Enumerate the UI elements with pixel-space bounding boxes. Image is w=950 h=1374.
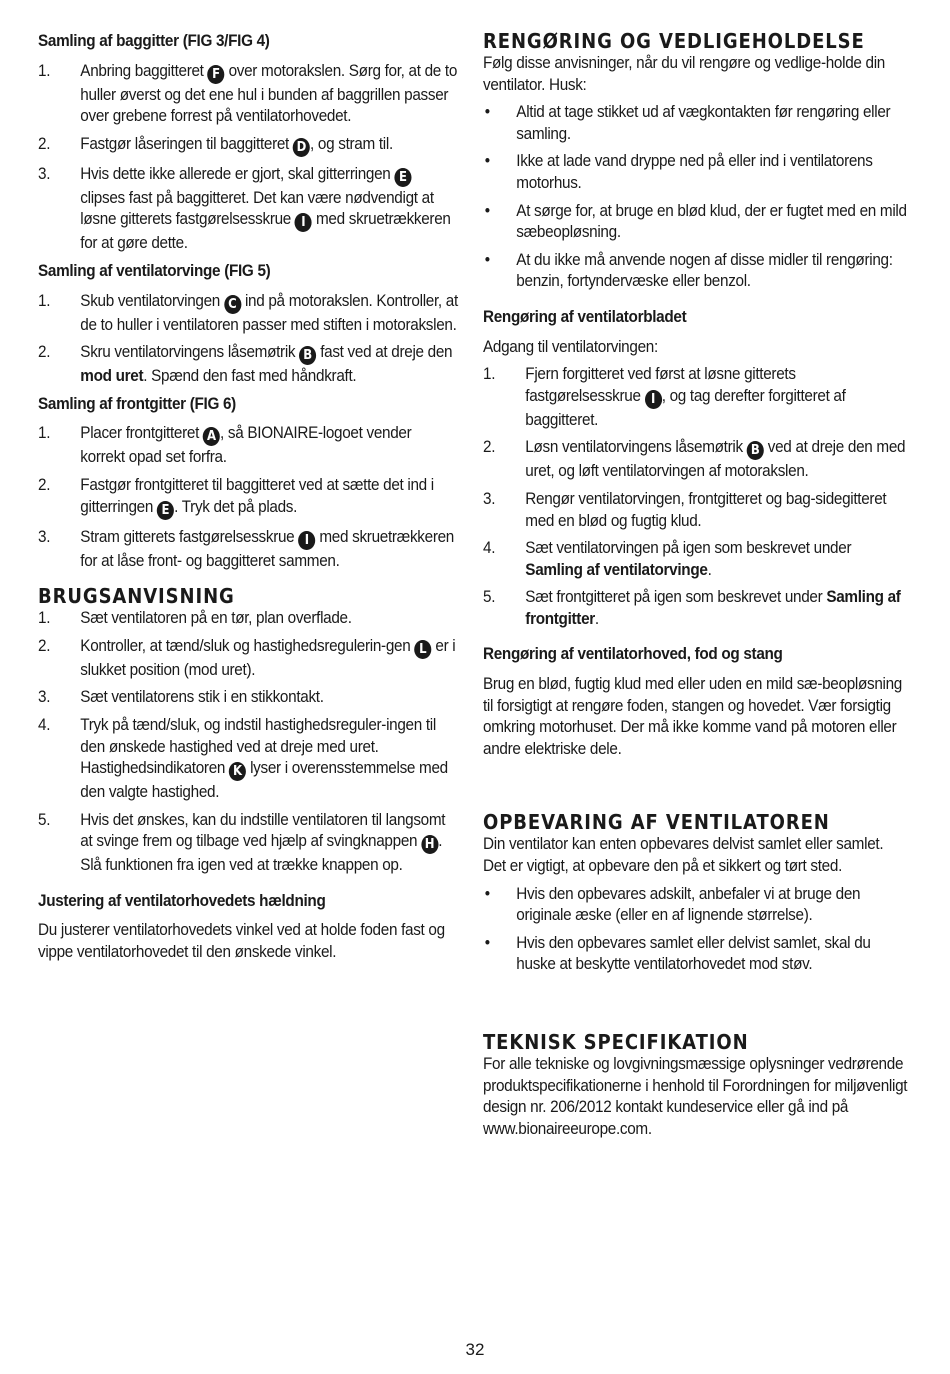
item-number: 3.: [38, 163, 51, 183]
item-text: At du ikke må anvende nogen af disse midler til rengøring: benzin, fortyndervæske eller benzol.: [516, 249, 893, 291]
item-text: Placer frontgitteret A , så BIONAIRE-logoet vender korrekt opad set forfra.: [80, 423, 412, 467]
list-item: [483, 488, 908, 531]
part-badge-icon: B: [747, 441, 764, 460]
section-tilt-adjustment: [38, 890, 458, 963]
bullet-marker: •: [484, 200, 490, 220]
item-number: 1.: [38, 60, 51, 80]
section-technical-specification: [483, 1031, 908, 1139]
item-number: 2.: [483, 437, 496, 457]
item-text: Ikke at lade vand dryppe ned på eller ind i ventilatorens motorhus.: [516, 151, 873, 192]
item-text: Fjern forgitteret ved først at løsne gitterets fastgørelsesskrue I , og tag derefter forgitteret af baggitteret.: [525, 364, 846, 429]
section-paragraph: For alle tekniske og lovgivningsmæssige oplysninger vedrørende produktspecifikationerne i henhold til Forordningen for miljøvenligt design nr. 206/2012 kontakt kundeservice eller gå ind på www.bionaireeurope.com.: [483, 1054, 908, 1138]
list-item: [38, 163, 458, 254]
section-blade-cleaning: [483, 306, 908, 630]
list-item: [38, 809, 458, 876]
section-intro: Følg disse anvisninger, når du vil rengøre og vedlige-holde din ventilator. Husk:: [483, 53, 885, 94]
bullet-item: [483, 932, 908, 975]
section-heading: RENGØRING OG VEDLIGEHOLDELSE: [483, 29, 865, 53]
item-number: 3.: [483, 488, 496, 508]
item-text: Sæt ventilatorvingen på igen som beskrevet under Samling af ventilatorvinge.: [525, 538, 852, 579]
item-number: 2.: [38, 133, 51, 153]
list-item: [38, 60, 458, 127]
bullet-marker: •: [484, 249, 490, 269]
item-text: Sæt frontgitteret på igen som beskrevet under Samling af frontgitter.: [525, 587, 901, 628]
bullet-item: [483, 883, 908, 926]
bullet-item: [483, 249, 908, 292]
item-text: Sæt ventilatoren på en tør, plan overflade.: [80, 608, 352, 628]
page-number: 32: [465, 1340, 485, 1359]
item-number: 1.: [38, 290, 51, 310]
list-item: [38, 686, 458, 708]
part-badge-icon: A: [203, 427, 220, 446]
left-column: [38, 30, 458, 963]
item-text: Hvis dette ikke allerede er gjort, skal gitterringen E clipses fast på baggitteret. Det kan være nødvendigt at løsne gitterets fastgørelsesskrue I med skruetrækkeren for at gøre dette.: [80, 163, 451, 253]
list-item: [483, 363, 908, 430]
part-badge-icon: F: [208, 65, 225, 84]
item-text: Hvis det ønskes, kan du indstille ventilatoren til langsomt at svinge frem og tilbage ved hjælp af svingknappen H . Slå funktionen fra igen ved at trække knappen op.: [80, 809, 446, 875]
section-paragraph: Du justerer ventilatorhovedets vinkel ved at holde foden fast og vippe ventilatorhovedet til den ønskede vinkel.: [38, 920, 445, 962]
item-number: 5.: [38, 809, 51, 829]
item-text: Anbring baggitteret F over motorakslen. Sørg for, at de to huller øverst og det ene hul i bunden af baggrillen passer over grebene forrest på ventilatorhovedet.: [80, 60, 458, 126]
item-number: 3.: [38, 687, 51, 707]
bullet-marker: •: [484, 883, 490, 903]
section-heading: TEKNISK SPECIFIKATION: [483, 1030, 749, 1054]
item-text: Hvis den opbevares samlet eller delvist samlet, skal du huske at beskytte ventilatorhovedet mod støv.: [516, 932, 871, 974]
item-text: Rengør ventilatorvingen, frontgitteret og bag-sidegitteret med en blød og fugtig klud.: [525, 488, 887, 530]
section-rear-grille-assembly: [38, 30, 458, 254]
section-heading: OPBEVARING AF VENTILATOREN: [483, 810, 830, 835]
bullet-item: [483, 150, 908, 193]
item-text: Løsn ventilatorvingens låsemøtrik B ved at dreje den med uret, og løft ventilatorvingen af motorakslen.: [525, 437, 906, 481]
item-number: 5.: [483, 587, 496, 607]
section-storage: [483, 811, 908, 975]
list-item: [38, 635, 458, 681]
section-head-base-cleaning: [483, 643, 908, 759]
part-badge-icon: L: [414, 640, 431, 659]
list-item: [483, 586, 908, 629]
item-number: 4.: [483, 538, 496, 558]
item-text: Altid at tage stikket ud af vægkontakten før rengøring eller samling.: [516, 102, 891, 143]
list-item: [38, 714, 458, 803]
list-item: [38, 526, 458, 572]
item-text: Fastgør frontgitteret til baggitteret ved at sætte det ind i gitterringen E . Tryk det på plads.: [80, 474, 434, 518]
item-text: Tryk på tænd/sluk, og indstil hastighedsreguler-ingen til den ønskede hastighed ved at dreje med uret. Hastighedsindikatoren K lyser i overensstemmelse med den valgte hastighed.: [80, 714, 448, 802]
item-number: 1.: [38, 423, 51, 443]
item-number: 1.: [483, 364, 496, 384]
part-badge-icon: B: [299, 346, 316, 365]
item-number: 3.: [38, 526, 51, 546]
list-item: [38, 474, 458, 520]
section-fan-blade-assembly: [38, 260, 458, 387]
section-cleaning-maintenance: [483, 30, 908, 292]
section-heading: BRUGSANVISNING: [38, 584, 235, 609]
section-intro: Din ventilator kan enten opbevares delvist samlet eller samlet. Det er vigtigt, at opbevare den på et sikkert og tørt sted.: [483, 834, 884, 876]
item-text: Skru ventilatorvingens låsemøtrik B fast ved at dreje den mod uret. Spænd den fast med håndkraft.: [80, 342, 453, 386]
right-column: [483, 30, 908, 1139]
item-text: Skub ventilatorvingen C ind på motorakslen. Kontroller, at de to huller i ventilatoren passer med stiften i motorakslen.: [80, 290, 458, 334]
section-heading: Rengøring af ventilatorbladet: [483, 306, 687, 326]
part-badge-icon: I: [295, 213, 312, 232]
list-item: [38, 422, 458, 468]
list-item: [483, 436, 908, 482]
section-heading: Samling af frontgitter (FIG 6): [38, 393, 236, 413]
part-badge-icon: I: [645, 390, 662, 409]
section-heading: Samling af ventilatorvinge (FIG 5): [38, 260, 271, 280]
part-badge-icon: E: [394, 168, 411, 187]
item-text: At sørge for, at bruge en blød klud, der er fugtet med en mild sæbeopløsning.: [516, 200, 907, 242]
item-text: Fastgør låseringen til baggitteret D , og stram til.: [80, 133, 393, 155]
part-badge-icon: D: [293, 138, 310, 157]
item-text: Kontroller, at tænd/sluk og hastighedsregulerin-gen L er i slukket position (mod uret).: [80, 635, 456, 679]
section-intro: Adgang til ventilatorvingen:: [483, 336, 658, 356]
section-operating-instructions: [38, 585, 458, 876]
section-heading: Samling af baggitter (FIG 3/FIG 4): [38, 31, 270, 50]
item-text: Stram gitterets fastgørelsesskrue I med skruetrækkeren for at låse front- og baggitteret sammen.: [80, 526, 454, 570]
bullet-marker: •: [484, 102, 490, 122]
part-badge-icon: C: [224, 295, 241, 314]
list-item: [38, 607, 458, 629]
section-heading: Rengøring af ventilatorhoved, fod og stang: [483, 644, 783, 664]
item-number: 2.: [38, 342, 51, 362]
part-badge-icon: I: [298, 531, 315, 550]
part-badge-icon: K: [229, 762, 246, 781]
bullet-item: [483, 101, 908, 144]
section-heading: Justering af ventilatorhovedets hældning: [38, 890, 326, 910]
list-item: [38, 341, 458, 387]
item-number: 1.: [38, 608, 51, 628]
item-number: 2.: [38, 474, 51, 494]
list-item: [483, 537, 908, 580]
part-badge-icon: E: [157, 501, 174, 520]
list-item: [38, 133, 458, 157]
item-text: Hvis den opbevares adskilt, anbefaler vi at bruge den originale æske (eller en af lignende størrelse).: [516, 883, 861, 925]
bullet-marker: •: [484, 932, 490, 952]
part-badge-icon: H: [421, 835, 438, 854]
section-front-grille-assembly: [38, 393, 458, 571]
bullet-marker: •: [484, 151, 490, 171]
section-paragraph: Brug en blød, fugtig klud med eller uden en mild sæ-beopløsning til forsigtigt at rengøre foden, stangen og hovedet. Vær forsigtig omkring motorhuset. Der må ikke komme vand på motoren eller andre elektriske dele.: [483, 674, 903, 758]
bullet-item: [483, 200, 908, 243]
item-number: 4.: [38, 714, 51, 734]
list-item: [38, 290, 458, 336]
item-text: Sæt ventilatorens stik i en stikkontakt.: [80, 687, 324, 707]
item-number: 2.: [38, 635, 51, 655]
